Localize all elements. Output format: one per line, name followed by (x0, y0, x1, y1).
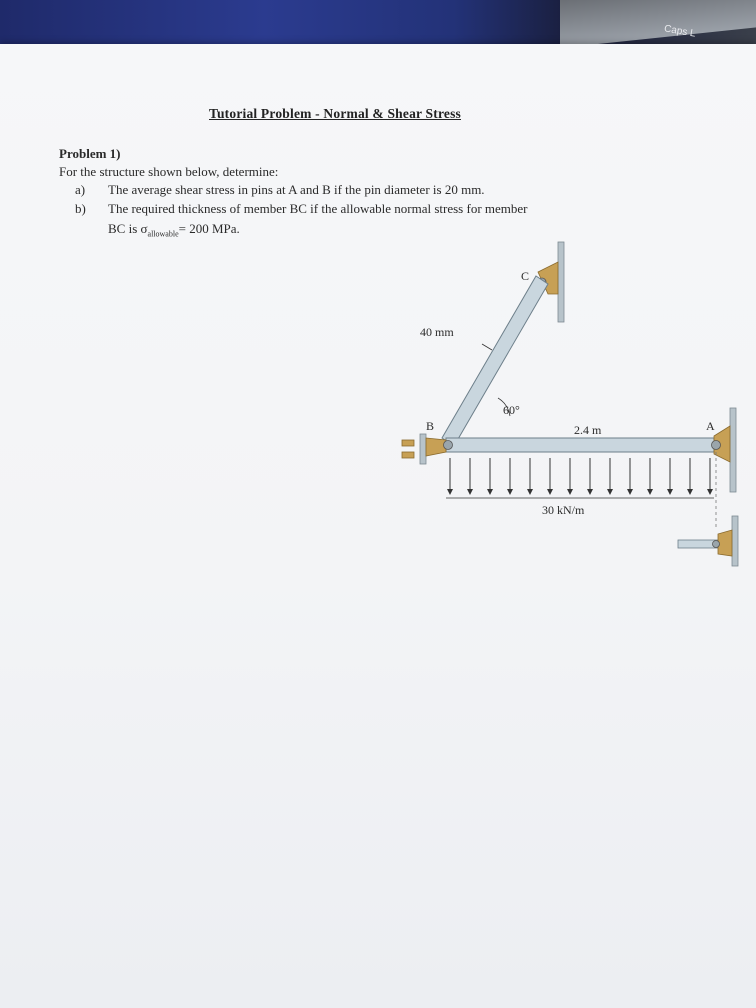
label-b: B (426, 419, 435, 433)
part-a-text: The average shear stress in pins at A and B if the pin diameter is 20 mm. (108, 182, 485, 197)
pin-a-icon (712, 441, 721, 450)
document-title: Tutorial Problem - Normal & Shear Stress (209, 106, 461, 121)
member-ab (446, 438, 714, 452)
part-b-letter: b) (75, 201, 86, 216)
part-b-continuation (108, 221, 240, 239)
pin-a-detail (678, 452, 738, 566)
width-leader-line (482, 344, 492, 350)
sigma-subscript: allowable (147, 229, 179, 239)
structure-diagram (390, 240, 756, 580)
wall-support-a (714, 408, 736, 492)
part-b-text: The required thickness of member BC if the allowable normal stress for member (108, 201, 528, 216)
part-a-letter: a) (75, 182, 86, 197)
label-c: C (521, 269, 530, 283)
part-b-prefix: BC is σ (108, 221, 148, 236)
part-b-suffix: = 200 MPa. (178, 221, 240, 236)
wall-support-b (402, 434, 446, 464)
caps-lock-key: Caps L (663, 23, 697, 40)
problem-intro: For the structure shown below, determine: (59, 164, 279, 179)
angle-label: 60° (503, 403, 520, 417)
member-width-label: 40 mm (420, 325, 454, 339)
pin-b-icon (444, 441, 453, 450)
load-label: 30 kN/m (542, 503, 585, 517)
member-bc (442, 276, 548, 446)
label-a: A (706, 419, 715, 433)
length-label: 2.4 m (574, 423, 602, 437)
problem-heading: Problem 1) (59, 146, 121, 161)
distributed-load-arrows (446, 458, 714, 498)
